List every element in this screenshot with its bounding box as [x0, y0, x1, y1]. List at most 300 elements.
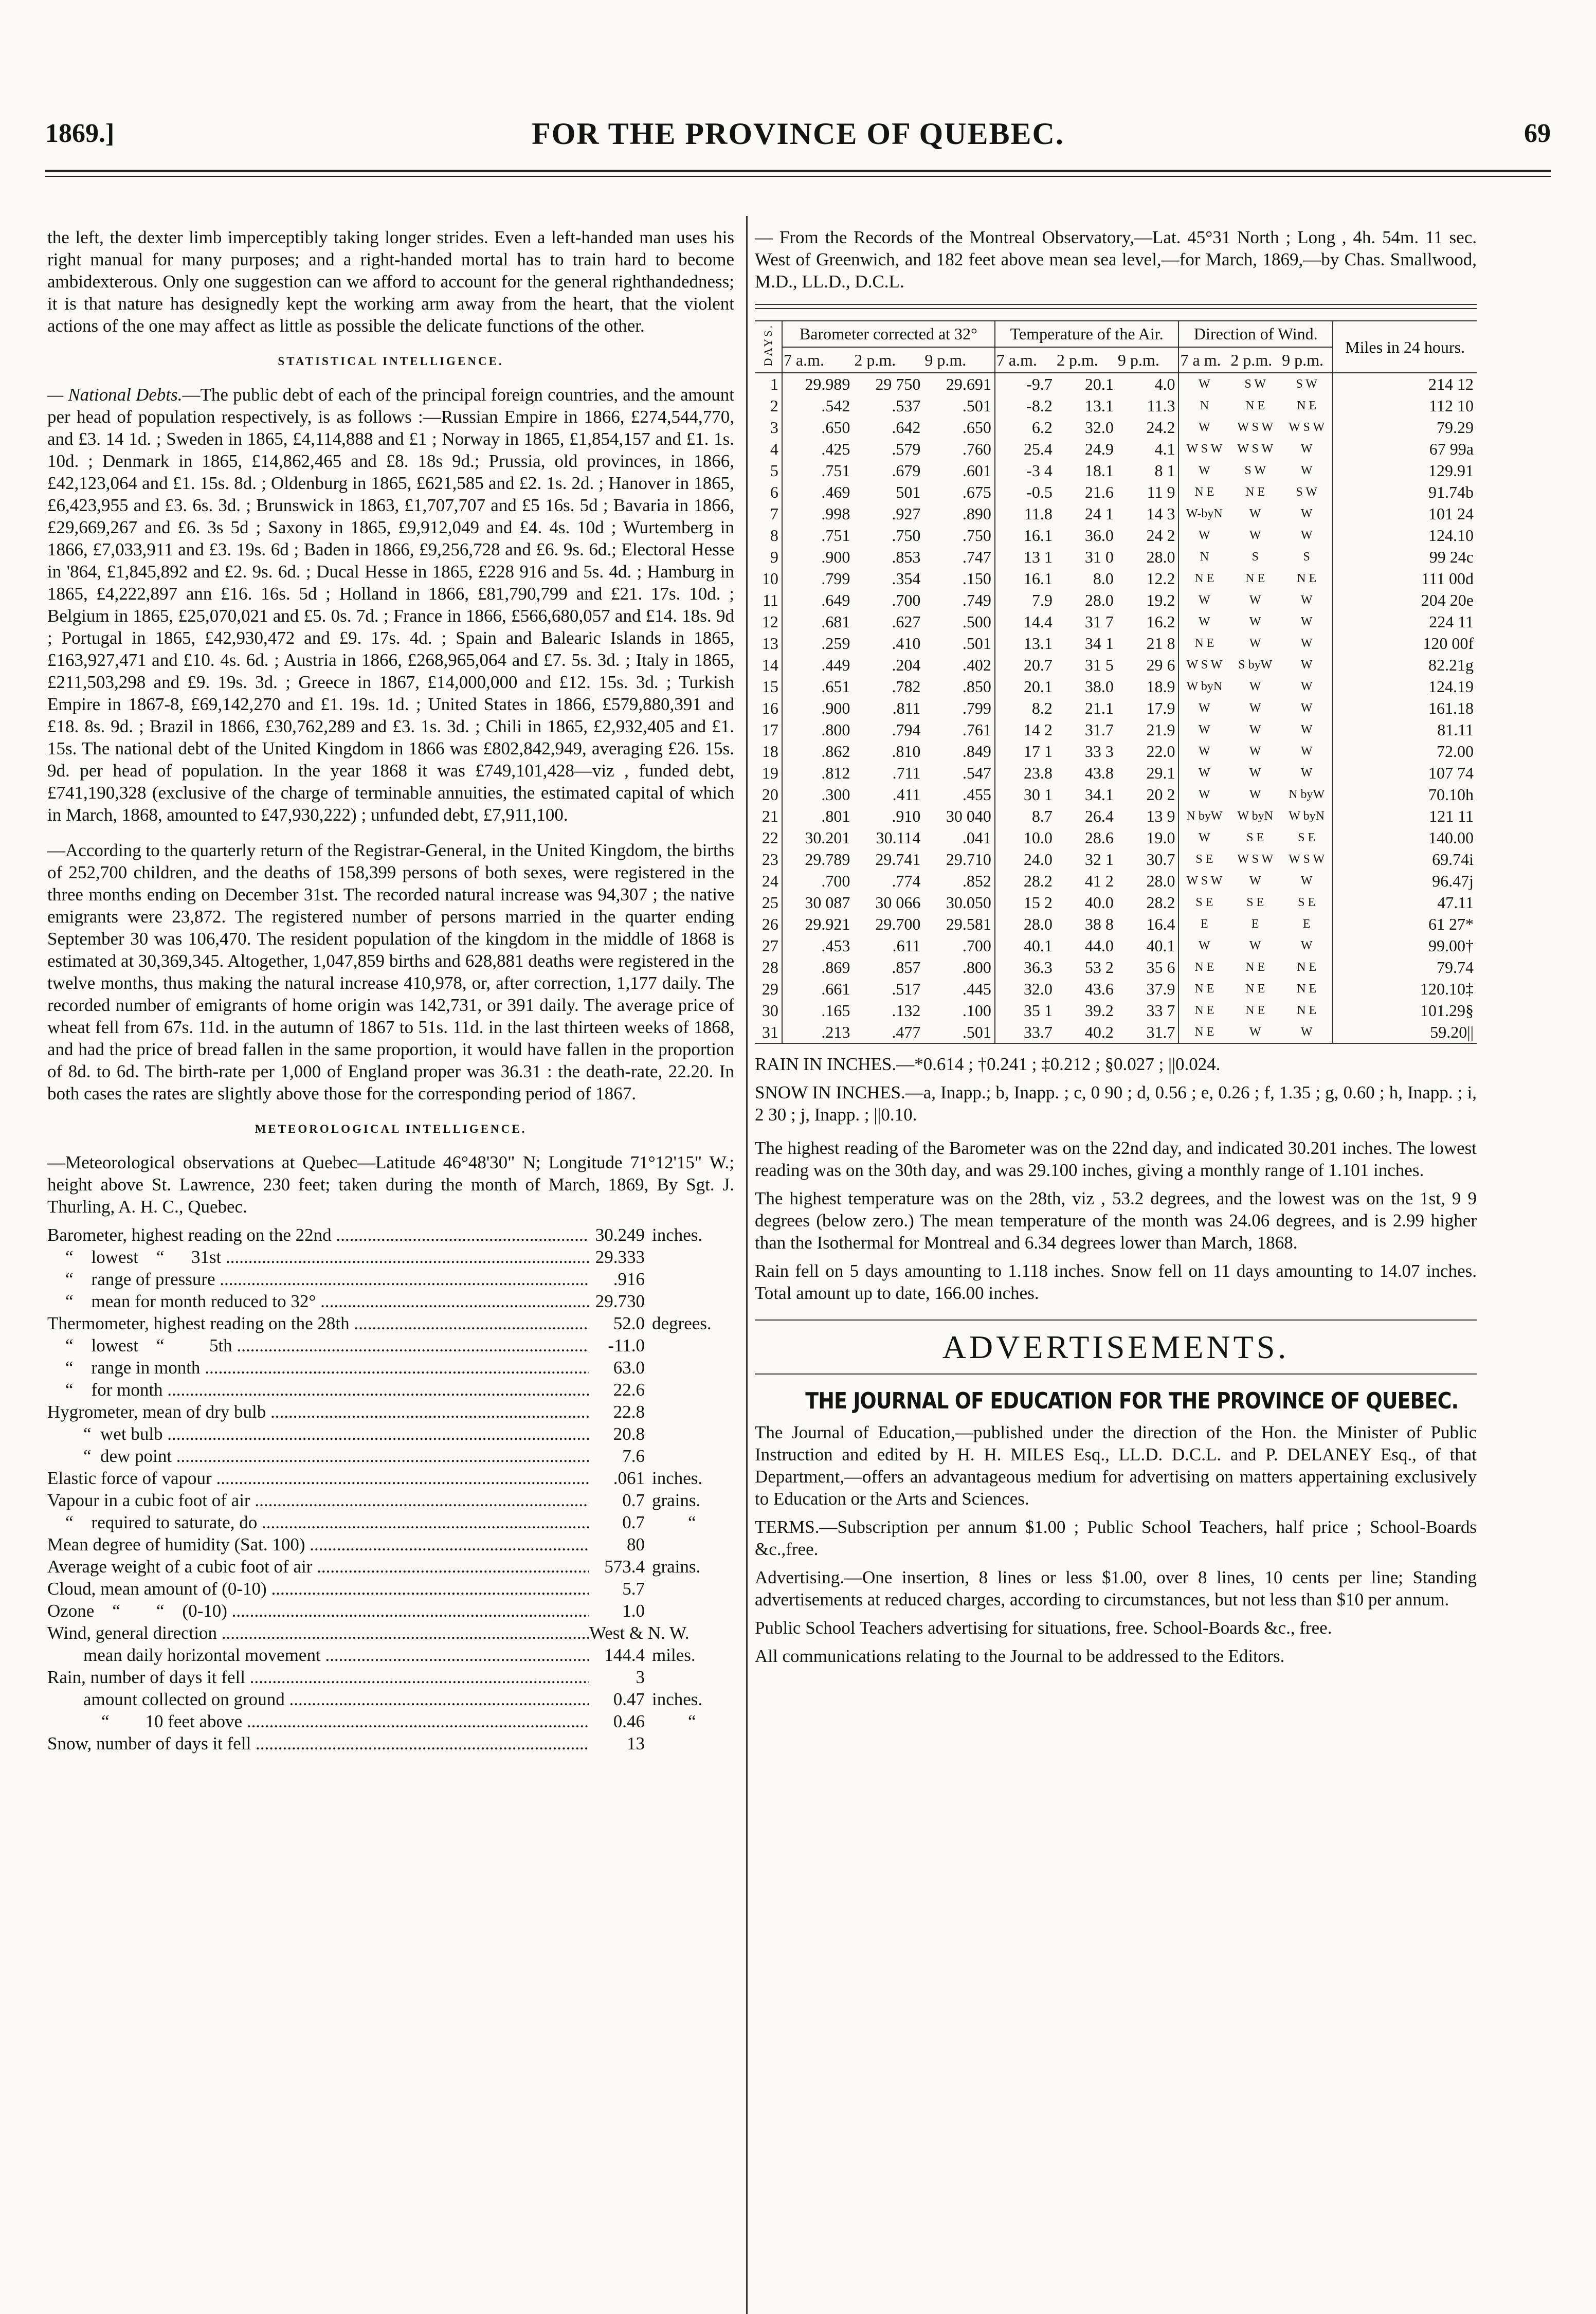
table-cell: 30.050: [946, 893, 991, 912]
table-cell: .862: [782, 740, 853, 762]
advert-rates: Advertising.—One insertion, 8 lines or less $1.00, over 8 lines, 10 cents per line; Standing advertisements at reduced charges, according to circumstances, but not less than $10 per annum.: [755, 1567, 1477, 1610]
table-row: [755, 978, 1477, 1000]
table-cell: 33 3: [1084, 742, 1114, 761]
table-cell: N E: [1178, 1021, 1229, 1043]
table-cell: 41 2: [1084, 872, 1114, 891]
table-cell: W byN: [1289, 809, 1325, 823]
table-cell: 16.2: [1146, 612, 1175, 631]
table-cell: 19.2: [1146, 591, 1175, 610]
table-cell: 72.00: [1333, 740, 1477, 762]
table-cell: 23: [761, 850, 778, 869]
table-cell: .927: [892, 504, 921, 523]
table-cell: W: [1229, 1021, 1281, 1043]
table-cell: E: [1178, 913, 1229, 935]
montreal-weather-table: [755, 320, 1477, 1044]
table-cell: 22.0: [1146, 742, 1175, 761]
table-cell: 16.1: [995, 525, 1056, 546]
table-row: [755, 805, 1477, 827]
table-cell: 35 6: [1146, 958, 1175, 977]
table-cell: W: [1300, 680, 1313, 694]
table-cell: N E: [1245, 572, 1265, 586]
table-cell: .425: [782, 438, 853, 460]
table-row: [755, 762, 1477, 784]
table-cell: 31: [755, 1021, 782, 1043]
table-cell: 24.0: [995, 848, 1056, 870]
table-cell: 13.1: [1084, 396, 1114, 415]
table-cell: .661: [782, 978, 853, 1000]
table-cell: 204 20e: [1333, 589, 1477, 611]
table-cell: N: [1178, 395, 1229, 417]
advertisements-heading: ADVERTISEMENTS.: [942, 1329, 1290, 1366]
table-cell: 53 2: [1084, 958, 1114, 977]
table-row: [755, 1000, 1477, 1021]
table-cell: 20.1: [1084, 375, 1114, 394]
table-cell: 61 27*: [1333, 913, 1477, 935]
table-cell: 21 8: [1146, 634, 1175, 653]
rule: [755, 1319, 1477, 1321]
table-cell: 35 1: [995, 1000, 1056, 1021]
observation-unit: miles.: [652, 1645, 696, 1665]
barometer-header: Barometer corrected at 32°: [782, 321, 995, 347]
observation-row: [47, 1445, 734, 1467]
table-cell: W: [1300, 507, 1313, 521]
table-cell: .810: [892, 742, 921, 761]
table-cell: 37.9: [1146, 980, 1175, 999]
observation-row: [47, 1644, 734, 1666]
table-cell: N E: [1297, 399, 1317, 413]
table-cell: .711: [892, 764, 921, 783]
table-cell: 26: [761, 915, 778, 934]
observation-unit: inches.: [652, 1468, 703, 1488]
table-cell: .700: [892, 591, 921, 610]
table-cell: 140.00: [1333, 827, 1477, 848]
table-cell: W: [1249, 745, 1261, 758]
table-cell: W: [1300, 745, 1313, 758]
table-cell: W: [1300, 593, 1313, 607]
table-cell: 13 1: [995, 546, 1056, 568]
table-cell: S W: [1244, 377, 1266, 391]
table-cell: 29.710: [946, 850, 991, 869]
table-cell: .642: [892, 418, 921, 437]
table-cell: .853: [892, 548, 921, 567]
table-cell: .811: [892, 699, 921, 718]
observation-label: Elastic force of vapour .....: [47, 1467, 589, 1489]
observation-value: 80: [627, 1534, 645, 1554]
table-row: [755, 632, 1477, 654]
table-cell: .579: [892, 440, 921, 459]
table-cell: 28.2: [995, 870, 1056, 892]
table-cell: 8 1: [1154, 461, 1175, 480]
table-cell: W: [1300, 939, 1313, 953]
temperature-summary: The highest temperature was on the 28th, viz , 53.2 degrees, and the lowest was on the 1st, 9 9 degrees (below zero.) The mean temperature of the month was 24.06 degrees, and is 2.99 higher than the Isothermal for Montreal and 6.34 degrees lower than March, 1868.: [755, 1188, 1477, 1253]
observation-label: “ required to saturate, do .....: [47, 1511, 589, 1533]
meteorological-heading: METEOROLOGICAL INTELLIGENCE.: [255, 1123, 527, 1135]
page-header: [45, 103, 1551, 159]
table-cell: 24 1: [1084, 504, 1114, 523]
table-cell: .852: [962, 872, 991, 891]
table-cell: 11.8: [995, 503, 1056, 525]
table-cell: 24: [761, 872, 778, 891]
weather-table-body: [755, 373, 1477, 1043]
table-cell: E: [1251, 917, 1259, 931]
table-cell: -3 4: [995, 460, 1056, 481]
table-cell: W S W: [1289, 421, 1325, 435]
table-cell: 96.47j: [1333, 870, 1477, 892]
table-cell: 21: [761, 807, 778, 826]
table-cell: .799: [782, 568, 853, 589]
table-cell: S E: [1178, 848, 1229, 870]
table-cell: 32.0: [995, 978, 1056, 1000]
table-cell: W: [1300, 658, 1313, 672]
observation-value: 13: [627, 1733, 645, 1753]
table-cell: W: [1300, 723, 1313, 737]
observation-value: 52.0: [613, 1313, 645, 1333]
table-cell: N E: [1178, 1000, 1229, 1021]
temperature-header: Temperature of the Air.: [995, 321, 1179, 347]
table-cell: 107 74: [1333, 762, 1477, 784]
table-cell: 27: [761, 936, 778, 955]
observation-row: [47, 1357, 734, 1379]
column-divider: [746, 216, 748, 2314]
table-cell: S byW: [1238, 658, 1273, 672]
table-cell: .300: [782, 784, 853, 805]
table-row: [755, 460, 1477, 481]
table-cell: 18.1: [1084, 461, 1114, 480]
table-cell: 30.7: [1146, 850, 1175, 869]
table-cell: .998: [782, 503, 853, 525]
table-cell: .910: [892, 807, 921, 826]
rain-in-inches: RAIN IN INCHES.—*0.614 ; †0.241 ; ‡0.212 ; §0.027 ; ||0.024.: [755, 1054, 1221, 1075]
table-cell: .500: [962, 612, 991, 631]
table-cell: E: [1302, 917, 1311, 931]
table-cell: 7.9: [995, 589, 1056, 611]
table-row: [755, 654, 1477, 676]
table-cell: W: [1300, 464, 1313, 478]
table-cell: 10.0: [995, 827, 1056, 848]
table-cell: .354: [892, 569, 921, 588]
table-cell: .501: [962, 634, 991, 653]
table-cell: 124.19: [1333, 676, 1477, 697]
table-row: [755, 870, 1477, 892]
table-cell: W: [1300, 615, 1313, 629]
table-cell: 17: [761, 720, 778, 739]
table-cell: .132: [892, 1001, 921, 1020]
table-cell: N: [1178, 546, 1229, 568]
subheader-wind-9pm: 9 p.m.: [1281, 347, 1333, 373]
table-cell: .445: [962, 980, 991, 999]
observation-label: “ range of pressure .....: [47, 1268, 589, 1290]
observation-value: 144.4: [604, 1645, 645, 1665]
table-cell: -8.2: [995, 395, 1056, 417]
observation-row: [47, 1423, 734, 1445]
table-cell: N E: [1178, 481, 1229, 503]
table-cell: 29 6: [1146, 656, 1175, 675]
observation-label: Mean degree of humidity (Sat. 100) .....: [47, 1533, 589, 1556]
observation-row: [47, 1688, 734, 1710]
table-cell: W: [1249, 615, 1261, 629]
table-cell: 32.0: [1084, 418, 1114, 437]
table-cell: 20 2: [1146, 785, 1175, 804]
table-cell: .751: [782, 525, 853, 546]
wind-header: Direction of Wind.: [1178, 321, 1333, 347]
table-cell: 214 12: [1333, 373, 1477, 395]
observation-value: 22.6: [613, 1380, 645, 1400]
table-cell: 11: [763, 591, 778, 610]
table-cell: 16.4: [1146, 915, 1175, 934]
table-cell: W: [1300, 874, 1313, 888]
observation-label: “ mean for month reduced to 32° .....: [47, 1290, 589, 1312]
precipitation-summary: Rain fell on 5 days amounting to 1.118 inches. Snow fell on 11 days amounting to 14.07 inches. Total amount up to date, 166.00 inches.: [755, 1261, 1477, 1304]
observation-row: [47, 1622, 734, 1644]
table-cell: .411: [892, 785, 921, 804]
table-cell: W: [1178, 827, 1229, 848]
table-cell: 17 1: [995, 740, 1056, 762]
advert-paragraph-1: The Journal of Education,—published under the direction of the Hon. the Minister of Public Instruction and edited by H. H. MILES Esq., LL.D. D.C.L. and P. DELANEY Esq., of that Department,—offers an advantageous medium for advertising on matters appertaining exclusively to Education or the Arts and Sciences.: [755, 1422, 1477, 1509]
table-cell: S E: [1246, 831, 1264, 845]
table-cell: N E: [1178, 956, 1229, 978]
table-cell: 4: [770, 440, 778, 459]
table-cell: W: [1249, 593, 1261, 607]
table-cell: .774: [892, 872, 921, 891]
header-year: 1869.]: [45, 119, 115, 148]
quebec-observations-list: [47, 1224, 734, 1755]
table-cell: 4.0: [1154, 375, 1175, 394]
table-cell: .517: [892, 980, 921, 999]
table-row: [755, 395, 1477, 417]
subheader-temp-9pm: 9 p.m.: [1117, 347, 1179, 373]
table-cell: .900: [782, 546, 853, 568]
table-cell: 19.0: [1146, 828, 1175, 847]
observation-unit: inches.: [652, 1689, 703, 1709]
table-cell: W: [1300, 442, 1313, 456]
observation-row: [47, 1334, 734, 1357]
table-row: [755, 935, 1477, 956]
table-cell: W S W: [1237, 421, 1274, 435]
table-cell: 3: [770, 418, 778, 437]
table-cell: W: [1249, 723, 1261, 737]
observation-value: 573.4: [604, 1557, 645, 1577]
table-cell: .801: [782, 805, 853, 827]
table-cell: .760: [962, 440, 991, 459]
table-cell: 28.0: [1146, 872, 1175, 891]
table-cell: .750: [892, 526, 921, 545]
montreal-intro: — From the Records of the Montreal Observatory,—Lat. 45°31 North ; Long , 4h. 54m. 11 sec. West of Greenwich, and 182 feet above mean sea level,—for March, 1869,—by Chas. Smallwood, M.D., LL.D., D.C.L.: [755, 227, 1477, 292]
observation-unit: inches.: [652, 1225, 703, 1245]
table-cell: W: [1178, 525, 1229, 546]
table-cell: 99 24c: [1333, 546, 1477, 568]
table-cell: 501: [896, 483, 921, 502]
table-cell: 111 00d: [1333, 568, 1477, 589]
table-cell: 30: [761, 1001, 778, 1020]
table-cell: 29.989: [782, 373, 853, 395]
table-cell: .800: [782, 719, 853, 740]
table-row: [755, 676, 1477, 697]
barometer-summary: The highest reading of the Barometer was on the 22nd day, and indicated 30.201 inches. The lowest reading was on the 30th day, and was 29.100 inches, giving a monthly range of 1.101 inches.: [755, 1138, 1477, 1181]
table-cell: 8: [770, 526, 778, 545]
subheader-wind-2pm: 2 p.m.: [1229, 347, 1281, 373]
table-cell: W-byN: [1178, 503, 1229, 525]
table-cell: 12.2: [1146, 569, 1175, 588]
table-cell: 15: [761, 677, 778, 696]
table-cell: .761: [962, 720, 991, 739]
table-row: [755, 913, 1477, 935]
table-cell: .259: [782, 632, 853, 654]
advert-communications: All communications relating to the Journal to be addressed to the Editors.: [755, 1646, 1285, 1667]
table-cell: 24.9: [1084, 440, 1114, 459]
observation-label: “ for month .....: [47, 1379, 589, 1401]
table-cell: .700: [962, 936, 991, 955]
table-cell: 67 99a: [1333, 438, 1477, 460]
table-cell: 4.1: [1154, 440, 1175, 459]
table-cell: 31 0: [1084, 548, 1114, 567]
table-cell: .679: [892, 461, 921, 480]
observation-label: “ 10 feet above .....: [47, 1710, 589, 1732]
table-cell: S W: [1296, 485, 1317, 499]
table-cell: N E: [1297, 572, 1317, 586]
observation-row: [47, 1312, 734, 1334]
table-cell: .453: [782, 935, 853, 956]
table-cell: S: [1303, 550, 1310, 564]
miles-header: Miles in 24 hours.: [1333, 321, 1477, 373]
table-cell: S W: [1244, 464, 1266, 478]
table-cell: 19: [761, 764, 778, 783]
right-column: [755, 226, 1477, 1673]
table-cell: 28: [761, 958, 778, 977]
observation-value: 3: [636, 1667, 645, 1687]
table-cell: 25.4: [995, 438, 1056, 460]
table-row: [755, 1021, 1477, 1043]
table-cell: 14.4: [995, 611, 1056, 632]
table-row: [755, 373, 1477, 395]
table-cell: 120 00f: [1333, 632, 1477, 654]
table-cell: 13.1: [995, 632, 1056, 654]
table-cell: .611: [892, 936, 921, 955]
table-cell: W: [1249, 788, 1261, 802]
table-cell: 13: [761, 634, 778, 653]
table-cell: 129.91: [1333, 460, 1477, 481]
table-cell: .751: [782, 460, 853, 481]
table-cell: 34.1: [1084, 785, 1114, 804]
table-cell: W: [1249, 874, 1261, 888]
table-cell: .857: [892, 958, 921, 977]
table-row: [755, 525, 1477, 546]
table-cell: W: [1178, 719, 1229, 740]
table-cell: 33 7: [1146, 1001, 1175, 1020]
table-cell: 79.29: [1333, 417, 1477, 438]
days-header: DAYS.: [755, 321, 782, 373]
table-cell: 30.201: [782, 827, 853, 848]
table-cell: S E: [1178, 892, 1229, 913]
advert-teachers: Public School Teachers advertising for situations, free. School-Boards &c., free.: [755, 1618, 1332, 1638]
observation-label: Wind, general direction .....: [47, 1622, 589, 1644]
table-cell: 79.74: [1333, 956, 1477, 978]
table-cell: 28.6: [1084, 828, 1114, 847]
table-cell: .213: [782, 1021, 853, 1043]
subheader-baro-2pm: 2 p.m.: [853, 347, 923, 373]
table-cell: N E: [1178, 978, 1229, 1000]
observation-label: Ozone “ “ (0-10) .....: [47, 1600, 589, 1622]
table-cell: W: [1300, 701, 1313, 715]
observation-row: [47, 1710, 734, 1732]
observation-value: 20.8: [613, 1424, 645, 1444]
table-cell: N E: [1245, 982, 1265, 996]
observation-row: [47, 1379, 734, 1401]
table-cell: .627: [892, 612, 921, 631]
table-cell: W byN: [1178, 676, 1229, 697]
table-cell: W: [1249, 637, 1261, 650]
table-cell: 38.0: [1084, 677, 1114, 696]
table-cell: 10: [761, 569, 778, 588]
table-cell: 14 3: [1146, 504, 1175, 523]
table-cell: W byN: [1237, 809, 1274, 823]
table-cell: .869: [782, 956, 853, 978]
table-cell: .849: [962, 742, 991, 761]
observation-label: mean daily horizontal movement .....: [47, 1644, 589, 1666]
observation-label: Vapour in a cubic foot of air .....: [47, 1489, 589, 1511]
table-cell: W: [1281, 1021, 1333, 1043]
table-cell: N E: [1245, 1004, 1265, 1018]
table-cell: 25: [761, 893, 778, 912]
table-cell: 36.0: [1084, 526, 1114, 545]
table-cell: 43.8: [1084, 764, 1114, 783]
observation-value: 0.46: [613, 1711, 645, 1731]
quebec-observations-intro: —Meteorological observations at Quebec—Latitude 46°48'30" N; Longitude 71°12'15" W.; height above St. Lawrence, 230 feet; taken during the month of March, 1869, By Sgt. J. Thurling, A. H. C., Quebec.: [47, 1152, 734, 1217]
table-cell: S E: [1298, 896, 1316, 910]
observation-value: 30.249: [595, 1225, 645, 1245]
table-cell: 14 2: [995, 719, 1056, 740]
table-cell: 28.0: [1146, 548, 1175, 567]
observation-label: “ lowest “ 5th .....: [47, 1334, 589, 1357]
observation-value: 22.8: [613, 1402, 645, 1422]
observation-value: 5.7: [622, 1579, 645, 1599]
table-cell: N E: [1178, 568, 1229, 589]
observation-value: 0.47: [613, 1689, 645, 1709]
table-cell: 40.0: [1084, 893, 1114, 912]
table-cell: 30 1: [995, 784, 1056, 805]
table-cell: W: [1178, 784, 1229, 805]
table-cell: 18: [761, 742, 778, 761]
table-row: [755, 503, 1477, 525]
table-cell: W: [1249, 766, 1261, 780]
table-cell: W: [1178, 697, 1229, 719]
observation-label: “ wet bulb .....: [47, 1423, 589, 1445]
statistical-heading: STATISTICAL INTELLIGENCE.: [278, 355, 504, 368]
table-cell: .165: [782, 1000, 853, 1021]
table-cell: 31.7: [1117, 1021, 1179, 1043]
table-cell: N byW: [1178, 805, 1229, 827]
table-cell: 40.1: [1146, 936, 1175, 955]
observation-value: 1.0: [622, 1601, 645, 1621]
table-row: [755, 611, 1477, 632]
table-cell: .700: [782, 870, 853, 892]
table-row: [755, 784, 1477, 805]
rule: [755, 1373, 1477, 1375]
subheader-temp-2pm: 2 p.m.: [1056, 347, 1117, 373]
table-cell: .542: [782, 395, 853, 417]
table-cell: 24 2: [1146, 526, 1175, 545]
table-cell: N E: [1178, 632, 1229, 654]
table-cell: 20.7: [995, 654, 1056, 676]
table-cell: W: [1249, 507, 1261, 521]
table-cell: 31 7: [1084, 612, 1114, 631]
page-number: 69: [1524, 119, 1551, 148]
table-cell: 30 087: [782, 892, 853, 913]
table-cell: W S W: [1178, 654, 1229, 676]
table-cell: 28.0: [995, 913, 1056, 935]
observation-row: [47, 1732, 734, 1755]
table-cell: 120.10‡: [1333, 978, 1477, 1000]
table-cell: 44.0: [1084, 936, 1114, 955]
